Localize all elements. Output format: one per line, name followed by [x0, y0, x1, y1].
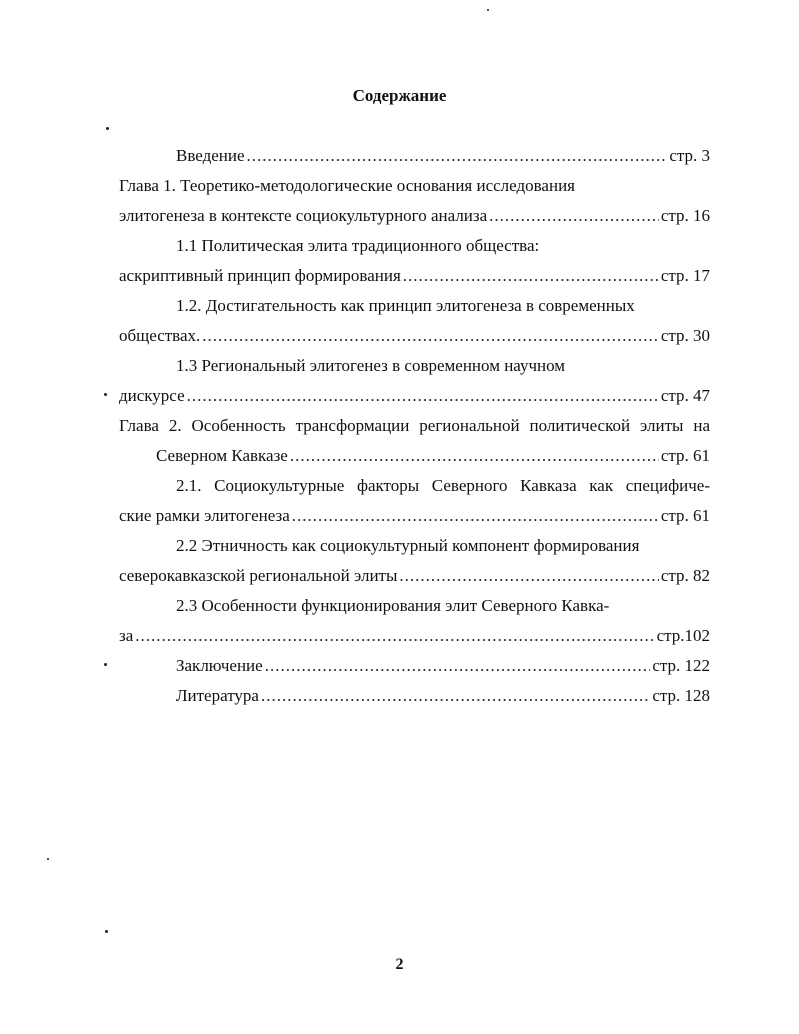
leader-dots	[247, 146, 668, 166]
toc-section-2-1-line1: 2.1. Социокультурные факторы Северного Кавказа как специфиче-	[176, 476, 710, 495]
toc-entry-chapter-2	[156, 446, 710, 466]
scan-speck	[105, 930, 108, 933]
toc-entry-section-2-2	[119, 566, 710, 586]
toc-section-1-1-line1: 1.1 Политическая элита традиционного общества:	[176, 236, 540, 255]
leader-dots	[403, 266, 659, 286]
leader-dots	[265, 656, 651, 676]
toc-entry-text: за	[119, 626, 134, 645]
leader-dots	[292, 506, 659, 526]
toc-entry-text: аскриптивный принцип формирования	[119, 266, 401, 285]
toc-chapter-2-line1: Глава 2. Особенность трансформации региональной политической элиты на	[119, 416, 710, 435]
toc-entry-text: ские рамки элитогенеза	[119, 506, 290, 525]
page-title: Содержание	[352, 86, 447, 105]
leader-dots	[261, 686, 650, 706]
toc-entry-intro	[176, 146, 710, 166]
leader-dots	[135, 626, 654, 646]
scan-speck	[106, 127, 109, 130]
toc-entry-text: Заключение	[176, 656, 263, 675]
toc-entry-text: обществах.	[119, 326, 201, 345]
toc-page-ref: стр. 61	[660, 446, 710, 465]
scan-speck	[47, 858, 49, 860]
toc-entry-text: Северном Кавказе	[156, 446, 288, 465]
toc-entry-section-1-2	[119, 326, 710, 346]
toc-entry-section-2-3	[119, 626, 710, 646]
toc-entry-section-2-1	[119, 506, 710, 526]
scan-speck	[487, 9, 489, 11]
leader-dots	[187, 386, 659, 406]
toc-entry-section-1-1	[119, 266, 710, 286]
toc-page-ref: стр. 61	[660, 506, 710, 525]
leader-dots	[489, 206, 659, 226]
toc-page-ref: стр. 30	[660, 326, 710, 345]
toc-chapter-1-line1: Глава 1. Теоретико-методологические основания исследования	[119, 176, 575, 195]
toc-entry-text: элитогенеза в контексте социокультурного анализа	[119, 206, 488, 225]
toc-entry-text: дискурсе	[119, 386, 185, 405]
toc-page-ref: стр. 3	[669, 146, 710, 165]
toc-entry-conclusion	[176, 656, 710, 676]
toc-page-ref: стр. 128	[652, 686, 710, 705]
leader-dots	[399, 566, 658, 586]
toc-entry-literature	[176, 686, 710, 706]
leader-dots	[290, 446, 659, 466]
toc-page-ref: стр.102	[656, 626, 710, 645]
toc-entry-text: Литература	[176, 686, 259, 705]
toc-entry-text: северокавказской региональной элиты	[119, 566, 398, 585]
toc-section-1-3-line1: 1.3 Региональный элитогенез в современном научном	[176, 356, 566, 375]
toc-entry-chapter-1	[119, 206, 710, 226]
toc-section-2-2-line1: 2.2 Этничность как социокультурный компонент формирования	[176, 536, 640, 555]
toc-entry-section-1-3	[119, 386, 710, 406]
leader-dots	[202, 326, 659, 346]
toc-entry-text: Введение	[176, 146, 245, 165]
toc-page-ref: стр. 17	[660, 266, 710, 285]
toc-section-2-3-line1: 2.3 Особенности функционирования элит Северного Кавка-	[176, 596, 610, 615]
toc-section-1-2-line1: 1.2. Достигательность как принцип элитогенеза в современных	[176, 296, 635, 315]
page-number: 2	[395, 956, 404, 973]
toc-page-ref: стр. 47	[660, 386, 710, 405]
toc-page-ref: стр. 122	[652, 656, 710, 675]
scan-speck	[104, 663, 107, 666]
scan-speck	[104, 393, 107, 396]
toc-page-ref: стр. 16	[660, 206, 710, 225]
toc-page-ref: стр. 82	[660, 566, 710, 585]
